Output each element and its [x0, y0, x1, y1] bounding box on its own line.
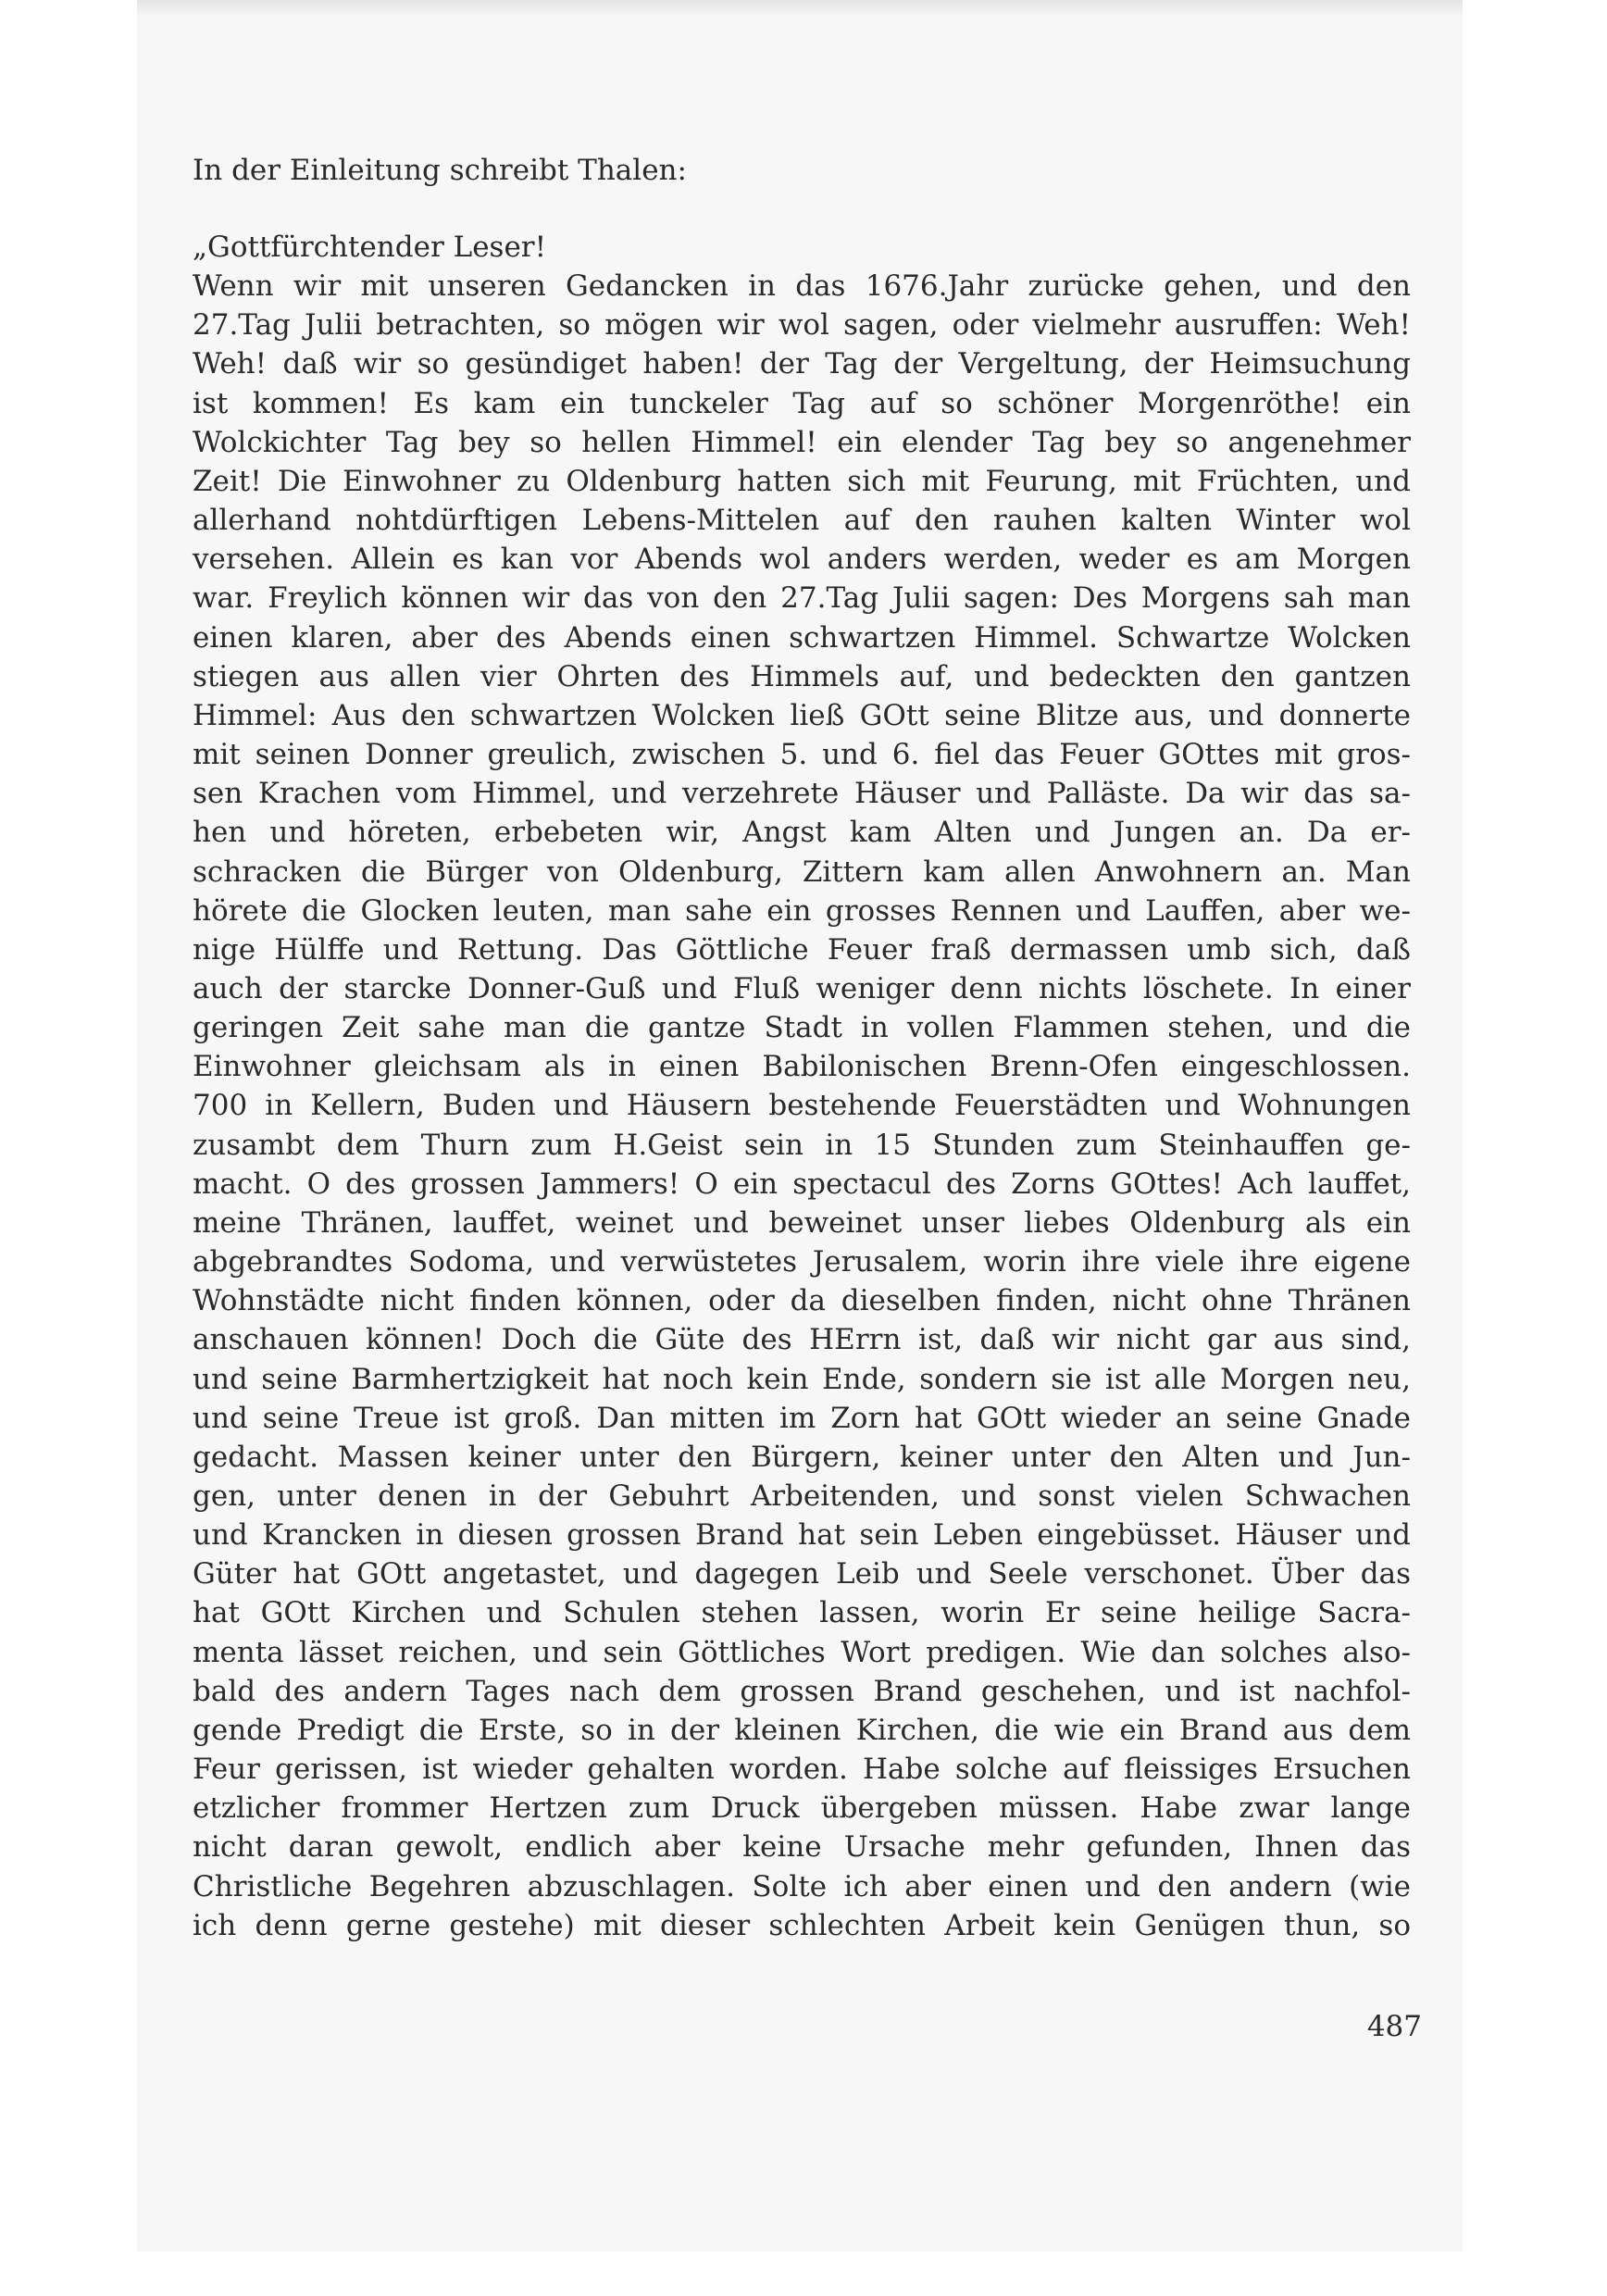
text-line: Feur gerissen, ist wieder gehalten worden. Habe solche auf fleissiges Ersuchen	[193, 1753, 1411, 1787]
text-line: Wohnstädte nicht finden können, oder da dieselben finden, nicht ohne Thränen	[193, 1284, 1411, 1318]
text-line: Güter hat GOtt angetastet, und dagegen Leib und Seele verschonet. Über das	[193, 1557, 1411, 1591]
text-line: abgebrandtes Sodoma, und verwüstetes Jerusalem, worin ihre viele ihre eigene	[193, 1245, 1411, 1279]
text-line: Zeit! Die Einwohner zu Oldenburg hatten sich mit Feurung, mit Früchten, und	[193, 464, 1411, 498]
quote-salutation: „Gottfürchtender Leser!	[193, 231, 547, 264]
text-line: hörete die Glocken leuten, man sahe ein grosses Rennen und Lauffen, aber we-	[193, 893, 1411, 928]
text-line: war. Freylich können wir das von den 27.Tag Julii sagen: Des Morgens sah man	[193, 581, 1411, 616]
text-line: Wenn wir mit unseren Gedancken in das 1676.Jahr zurücke gehen, und den	[193, 269, 1411, 304]
text-line: bald des andern Tages nach dem grossen Brand geschehen, und ist nachfol-	[193, 1674, 1411, 1708]
text-line: nige Hülffe und Rettung. Das Göttliche Feuer fraß dermassen umb sich, daß	[193, 932, 1411, 967]
text-line: Wolckichter Tag bey so hellen Himmel! ein elender Tag bey so angenehmer	[193, 425, 1411, 459]
text-line: und seine Barmhertzigkeit hat noch kein Ende, sondern sie ist alle Morgen neu,	[193, 1362, 1411, 1396]
intro-line: In der Einleitung schreibt Thalen:	[193, 154, 687, 187]
text-line: Einwohner gleichsam als in einen Babilonischen Brenn-Ofen eingeschlossen.	[193, 1050, 1411, 1084]
text-line: hen und höreten, erbebeten wir, Angst kam Alten und Jungen an. Da er-	[193, 816, 1411, 850]
page-number: 487	[1366, 2010, 1422, 2043]
text-line: 700 in Kellern, Buden und Häusern bestehende Feuerstädten und Wohnungen	[193, 1089, 1411, 1123]
text-line: gedacht. Massen keiner unter den Bürgern, keiner unter den Alten und Jun-	[193, 1440, 1411, 1474]
text-line: stiegen aus allen vier Ohrten des Himmels auf, und bedeckten den gantzen	[193, 659, 1411, 693]
text-line: Weh! daß wir so gesündiget haben! der Tag der Vergeltung, der Heimsuchung	[193, 347, 1411, 381]
text-line: schracken die Bürger von Oldenburg, Zittern kam allen Anwohnern an. Man	[193, 855, 1411, 889]
text-line: und seine Treue ist groß. Dan mitten im Zorn hat GOtt wieder an seine Gnade	[193, 1401, 1411, 1435]
text-line: etzlicher frommer Hertzen zum Druck übergeben müssen. Habe zwar lange	[193, 1791, 1411, 1826]
text-line: ist kommen! Es kam ein tunckeler Tag auf so schöner Morgenröthe! ein	[193, 386, 1411, 420]
text-line: anschauen können! Doch die Güte des HErrn ist, daß wir nicht gar aus sind,	[193, 1323, 1411, 1357]
text-line: nicht daran gewolt, endlich aber keine Ursache mehr gefunden, Ihnen das	[193, 1830, 1411, 1865]
text-line: zusambt dem Thurn zum H.Geist sein in 15 Stunden zum Steinhauffen ge-	[193, 1128, 1411, 1162]
text-line: 27.Tag Julii betrachten, so mögen wir wol sagen, oder vielmehr ausruffen: Weh!	[193, 308, 1411, 343]
text-line: sen Krachen vom Himmel, und verzehrete Häuser und Palläste. Da wir das sa-	[193, 777, 1411, 811]
quote-text	[193, 228, 1411, 1945]
text-line: macht. O des grossen Jammers! O ein spectacul des Zorns GOttes! Ach lauffet,	[193, 1167, 1411, 1201]
text-line: und Krancken in diesen grossen Brand hat sein Leben eingebüsset. Häuser und	[193, 1518, 1411, 1553]
text-line: auch der starcke Donner-Guß und Fluß weniger denn nichts löschete. In einer	[193, 971, 1411, 1005]
text-line: gen, unter denen in der Gebuhrt Arbeitenden, und sonst vielen Schwachen	[193, 1479, 1411, 1513]
text-line: geringen Zeit sahe man die gantze Stadt in vollen Flammen stehen, und die	[193, 1011, 1411, 1045]
text-line: hat GOtt Kirchen und Schulen stehen lassen, worin Er seine heilige Sacra-	[193, 1596, 1411, 1630]
text-line: versehen. Allein es kan vor Abends wol anders werden, weder es am Morgen	[193, 543, 1411, 577]
text-line: mit seinen Donner greulich, zwischen 5. und 6. fiel das Feuer GOttes mit gros-	[193, 738, 1411, 772]
text-line: allerhand nohtdürftigen Lebens-Mittelen auf den rauhen kalten Winter wol	[193, 504, 1411, 538]
page-content	[193, 151, 1411, 1945]
text-line: Himmel: Aus den schwartzen Wolcken ließ GOtt seine Blitze aus, und donnerte	[193, 698, 1411, 732]
text-line: ich denn gerne gestehe) mit dieser schlechten Arbeit kein Genügen thun, so	[193, 1908, 1411, 1942]
text-line: gende Predigt die Erste, so in der kleinen Kirchen, die wie ein Brand aus dem	[193, 1713, 1411, 1747]
text-line: Christliche Begehren abzuschlagen. Solte ich aber einen und den andern (wie	[193, 1869, 1411, 1903]
scan-edge-shadow	[137, 0, 1463, 17]
text-line: menta lässet reichen, und sein Göttliches Wort predigen. Wie dan solches also-	[193, 1635, 1411, 1669]
text-line: einen klaren, aber des Abends einen schwartzen Himmel. Schwartze Wolcken	[193, 620, 1411, 655]
text-line: meine Thränen, lauffet, weinet und beweinet unser liebes Oldenburg als ein	[193, 1205, 1411, 1240]
